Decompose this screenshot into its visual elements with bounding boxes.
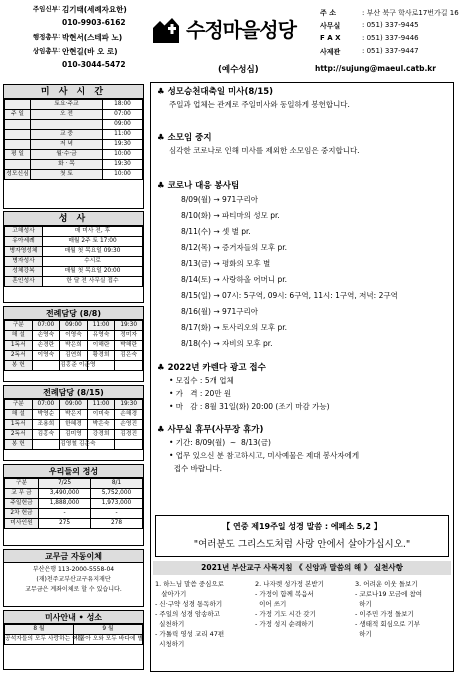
guideline-line: - 가정이 함께 복음서: [255, 590, 314, 598]
notice-line: 8/09(월) → 971구리아: [181, 195, 259, 204]
table-cell: 2독서: [5, 430, 33, 440]
table-cell: 09:00: [60, 321, 88, 331]
staff-value: 안현길(바 오 로): [62, 47, 118, 56]
table-cell: 8/1: [91, 479, 143, 489]
table-cell: 07:00: [32, 321, 60, 331]
auto-transfer-info: [4, 563, 143, 595]
mass-times-table: [4, 99, 143, 180]
table-cell: 손영숙: [32, 331, 60, 341]
guideline-line: 2. 나자렛 성가정 본받기: [255, 580, 324, 588]
notice-line: 8/16(월) → 971구리아: [181, 307, 259, 316]
table-cell: 구분: [5, 321, 33, 331]
table-row: [5, 509, 143, 519]
contact-label: 주 소: [320, 9, 336, 17]
table-row: [5, 489, 143, 499]
table-cell: 5,752,000: [91, 489, 143, 499]
table-cell: 저 녁: [31, 140, 103, 150]
table-row: [5, 140, 143, 150]
table-cell: 주일헌금: [5, 499, 39, 509]
table-cell: 1독서: [5, 420, 33, 430]
table-cell: 19:30: [103, 160, 143, 170]
guideline-column: [255, 579, 353, 629]
colon: :: [58, 32, 61, 40]
notice-section: [157, 363, 330, 413]
table-row: [5, 351, 143, 361]
mass-times-box: [3, 84, 144, 209]
table-cell: 정미자: [115, 331, 143, 341]
table-cell: [31, 120, 103, 130]
staff-label: 상임총무: [32, 47, 58, 55]
table-row: [5, 430, 143, 440]
table-cell: 07:00: [32, 400, 60, 410]
table-row: [5, 361, 143, 371]
staff-value: 박현서(스테파 노): [62, 33, 123, 42]
contact-value: : 051) 337-9446: [362, 34, 419, 42]
contact-value: : 부산 북구 학사로17번가길 16: [362, 9, 459, 17]
table-cell: 275: [39, 519, 91, 529]
table-cell: 박은숙: [87, 420, 115, 430]
table-cell: 김경진: [115, 430, 143, 440]
auto-transfer-box: [3, 549, 144, 607]
table-cell: 3,490,000: [39, 489, 91, 499]
parish-name: 수정마을성당: [186, 18, 296, 42]
guideline-line: 살아가기: [155, 590, 187, 598]
table-cell: 19:30: [115, 321, 143, 331]
sacraments-title: 성 사: [4, 212, 143, 226]
parish-url[interactable]: http://sujung@maeul.catb.kr: [315, 64, 436, 73]
table-cell: 김홍준 이준영: [60, 361, 88, 371]
notice-heading: ♣ 성모승천대축일 미사(8/15): [157, 87, 274, 97]
table-cell: 이영숙: [32, 351, 60, 361]
table-cell: 2독서: [5, 351, 33, 361]
mission-table: [4, 624, 143, 645]
table-cell: 김연희: [60, 351, 88, 361]
table-cell: 강경희: [87, 430, 115, 440]
table-row: [5, 420, 143, 430]
sacraments-box: [3, 211, 144, 303]
table-cell: 이영숙: [60, 331, 88, 341]
table-row: [5, 625, 143, 635]
table-cell: 김홍숙: [32, 430, 60, 440]
table-row: [5, 519, 143, 529]
table-cell: 김은숙: [115, 351, 143, 361]
colon: :: [58, 46, 61, 54]
table-row: [5, 247, 143, 257]
offering-title: 우리들의 정성: [4, 465, 143, 478]
table-cell: 봉 헌: [5, 361, 33, 371]
guideline-line: - 가정 성지 순례하기: [255, 620, 314, 628]
table-row: [5, 237, 143, 247]
table-cell: 병자영성체: [5, 247, 43, 257]
guideline-column: [155, 579, 253, 649]
guideline-line: - 가톨릭 영성 교리 47편: [155, 630, 225, 638]
notice-line: • 기간: 8/09(월) ~ 8/13(금): [169, 438, 271, 447]
notice-line: 8/18(수) → 자비의 모후 pr.: [181, 339, 273, 348]
table-row: [5, 277, 143, 287]
table-row: [5, 227, 143, 237]
guideline-line: 1. 하느님 말씀 중심으로: [155, 580, 224, 588]
table-row: [5, 341, 143, 351]
table-cell: 9 월: [74, 625, 143, 635]
table-cell: 해 설: [5, 410, 33, 420]
notice-heading: ♣ 소모임 중지: [157, 133, 212, 143]
notice-line: 8/17(화) → 토사리오의 모후 pr.: [181, 323, 288, 332]
table-cell: 1독서: [5, 341, 33, 351]
sacraments-table: [4, 226, 143, 287]
transfer-line: 부산은행 113-2000-5558-04: [32, 566, 115, 573]
table-cell: 09:00: [103, 120, 143, 130]
table-cell: 11:00: [103, 130, 143, 140]
bulletin-header: [0, 0, 458, 80]
table-cell: [32, 440, 60, 450]
notice-section: [157, 87, 350, 111]
scripture-motto: [155, 515, 449, 557]
contact-label: F A X: [320, 34, 341, 42]
table-cell: 19:30: [115, 400, 143, 410]
notice-line: 심각한 코로나로 인해 미사를 제외한 소모임은 중지합니다.: [169, 146, 360, 155]
table-row: [5, 160, 143, 170]
table-cell: 19:30: [103, 140, 143, 150]
table-cell: 토요·주교: [31, 100, 103, 110]
table-row: [5, 170, 143, 180]
notice-line: 8/11(수) → 셋 별 pr.: [181, 227, 251, 236]
table-cell: 박해란: [115, 341, 143, 351]
table-row: [5, 110, 143, 120]
guideline-line: 이어 쓰기: [255, 600, 287, 608]
table-cell: [5, 130, 31, 140]
table-cell: 18:00: [103, 100, 143, 110]
table-cell: 11:00: [87, 400, 115, 410]
table-cell: 매 미사 전, 후: [43, 227, 143, 237]
table-row: [5, 440, 143, 450]
table-cell: 시골아 오와 모두 바다에 별: [74, 635, 143, 645]
table-cell: [5, 140, 31, 150]
table-cell: 한 달 전 사무실 접수: [43, 277, 143, 287]
notice-heading: ♣ 사무실 휴무(사무장 휴가): [157, 425, 264, 435]
notice-line: 8/12(목) → 증거자들의 모후 pr.: [181, 243, 288, 252]
staff-label: 행정총무: [32, 33, 58, 41]
liturgy-duty-0808-table: [4, 320, 143, 371]
colon: :: [58, 4, 61, 12]
parish-subtitle: (예수성심): [218, 65, 259, 75]
table-cell: 박은지: [60, 410, 88, 420]
auto-transfer-title: 교무금 자동이체: [4, 550, 143, 563]
table-row: [5, 130, 143, 140]
table-cell: 황경희: [87, 351, 115, 361]
guideline-line: - 가정 기도 시간 갖기: [255, 610, 316, 618]
table-cell: 손해경: [115, 410, 143, 420]
guideline-line: - 이주민 가정 돌보기: [355, 610, 414, 618]
table-cell: 10:00: [103, 170, 143, 180]
table-cell: 매월 첫 목요일 20:00: [43, 267, 143, 277]
table-cell: 10:00: [103, 150, 143, 160]
guideline-line: - 신·구약 성경 통독하기: [155, 600, 223, 608]
table-cell: [5, 160, 31, 170]
table-row: [5, 331, 143, 341]
table-cell: 이해란: [87, 341, 115, 351]
contact-value: : 051) 337-9445: [362, 21, 419, 29]
table-cell: 1,973,000: [91, 499, 143, 509]
table-cell: 1,888,000: [39, 499, 91, 509]
table-cell: 손경란: [32, 341, 60, 351]
table-cell: 교 중: [31, 130, 103, 140]
guideline-line: 하기: [355, 600, 372, 608]
table-cell: 월·수·금: [31, 150, 103, 160]
offering-table: [4, 478, 143, 529]
notice-line: • 모집수 : 5개 업체: [169, 376, 234, 385]
table-cell: 7/25: [39, 479, 91, 489]
liturgy-duty-0815: [3, 385, 144, 461]
table-cell: 유아세례: [5, 237, 43, 247]
mission-box: [3, 610, 144, 670]
table-row: [5, 635, 143, 645]
transfer-line: 교무금은 계좌이체로 할 수 있습니다.: [25, 586, 122, 593]
table-cell: 2차 헌금: [5, 509, 39, 519]
guideline-line: - 주일의 성경 암송하고: [155, 610, 221, 618]
table-cell: 오 전: [31, 110, 103, 120]
table-cell: 고해성사: [5, 227, 43, 237]
table-cell: 성체강복: [5, 267, 43, 277]
table-row: [5, 499, 143, 509]
table-cell: 공석자들의 모두 사랑하는 이들: [5, 635, 74, 645]
table-cell: -: [39, 509, 91, 519]
notice-section: [157, 133, 360, 157]
table-cell: 미사인원: [5, 519, 39, 529]
liturgy-duty-0808: [3, 306, 144, 382]
table-row: [5, 267, 143, 277]
guideline-column: [355, 579, 453, 639]
table-cell: 첫 토: [31, 170, 103, 180]
guideline-line: 하기: [355, 630, 372, 638]
table-cell: 매월 첫 목요일 09:30: [43, 247, 143, 257]
notice-line: • 가 격 : 20만 원: [169, 389, 232, 398]
table-cell: -: [91, 509, 143, 519]
table-row: [5, 120, 143, 130]
table-cell: 혼인성사: [5, 277, 43, 287]
table-cell: 278: [91, 519, 143, 529]
table-cell: 구분: [5, 400, 33, 410]
table-cell: [115, 361, 143, 371]
notice-section: [157, 425, 359, 475]
table-cell: 구분: [5, 479, 39, 489]
table-cell: [32, 361, 60, 371]
table-cell: 한혜경: [60, 420, 88, 430]
notice-section: [157, 181, 398, 352]
table-cell: 성모신심: [5, 170, 31, 180]
table-cell: [5, 120, 31, 130]
notices-panel: [150, 82, 454, 672]
notice-line: • 업무 있으신 분 참고하시고, 미사예물은 제대 봉사자에게: [169, 451, 360, 460]
table-cell: 07:00: [103, 110, 143, 120]
table-cell: 병자성사: [5, 257, 43, 267]
motto-reference: 【 연중 제19주일 성경 말씀 : 에페소 5,2 】: [222, 522, 382, 531]
staff-value: 010-3044-5472: [62, 60, 126, 69]
mission-title: 미사안내 • 성소: [4, 611, 143, 624]
notice-line: 8/14(토) → 사랑하올 어머니 pr.: [181, 275, 288, 284]
diocese-guideline-title: 2021년 부산교구 사목지침 《 신앙과 말씀의 해 》 실천사항: [153, 561, 451, 575]
table-row: [5, 257, 143, 267]
motto-text: "여러분도 그리스도처럼 사랑 안에서 살아가십시오.": [193, 539, 411, 550]
table-cell: 박은희: [60, 341, 88, 351]
table-row: [5, 150, 143, 160]
guideline-line: - 생태적 회심으로 기부: [355, 620, 421, 628]
table-cell: 박영순: [32, 410, 60, 420]
notice-line: 주일과 업체는 관계로 주일미사와 동일하게 봉헌합니다.: [169, 100, 350, 109]
table-row: [5, 479, 143, 489]
table-row: [5, 400, 143, 410]
mass-times-title: 미 사 시 간: [4, 85, 143, 99]
table-cell: 교 무 금: [5, 489, 39, 499]
table-cell: 유영숙: [87, 331, 115, 341]
notice-line: 접수 바랍니다.: [169, 464, 223, 473]
notice-line: 8/10(화) → 파티마의 성모 pr.: [181, 211, 280, 220]
contact-value: : 051) 337-9447: [362, 47, 419, 55]
table-cell: 손영진: [115, 420, 143, 430]
table-cell: 8 월: [5, 625, 74, 635]
table-row: [5, 321, 143, 331]
table-cell: [5, 100, 31, 110]
table-cell: 이미숙: [87, 410, 115, 420]
staff-value: 김기태(세례자요한): [62, 5, 127, 14]
notice-line: 8/15(일) → 07시: 5구역, 09시: 6구역, 11시: 1구역, 저녁: 2구역: [181, 291, 398, 300]
table-cell: 김미영: [60, 430, 88, 440]
liturgy-duty-0815-table: [4, 399, 143, 450]
transfer-line: (재)천주교부산교구유지재단: [36, 576, 111, 583]
table-cell: 해 설: [5, 331, 33, 341]
table-cell: 김영철 김은숙: [60, 440, 88, 450]
liturgy-duty-0808-title: 전례담당 (8/8): [4, 307, 143, 320]
guideline-line: 3. 어려운 이웃 돌보기: [355, 580, 418, 588]
table-cell: 09:00: [60, 400, 88, 410]
guideline-line: 시청하기: [155, 640, 185, 648]
liturgy-duty-0815-title: 전례담당 (8/15): [4, 386, 143, 399]
table-row: [5, 100, 143, 110]
table-row: [5, 410, 143, 420]
notice-line: • 마 감 : 8월 31일(화) 20:00 (조기 마감 가능): [169, 402, 330, 411]
contact-label: 사제관: [320, 48, 341, 56]
table-cell: 화 · 목: [31, 160, 103, 170]
table-cell: 매월 2주 토 17:00: [43, 237, 143, 247]
guideline-line: - 코로나19 모금에 참여: [355, 590, 423, 598]
table-cell: 조용희: [32, 420, 60, 430]
staff-label: 주임신부: [32, 5, 58, 13]
notice-heading: ♣ 코로나 대응 봉사팀: [157, 181, 240, 191]
table-cell: 주 일: [5, 110, 31, 120]
offering-box: [3, 464, 144, 546]
contact-label: 사무실: [320, 22, 341, 30]
notice-line: 8/13(금) → 평화의 모후 별: [181, 259, 271, 268]
guideline-line: 실천하기: [155, 620, 185, 628]
table-cell: 11:00: [87, 321, 115, 331]
table-cell: 봉 헌: [5, 440, 33, 450]
table-cell: 평 일: [5, 150, 31, 160]
table-cell: 수시로: [43, 257, 143, 267]
staff-value: 010-9903-6162: [62, 18, 126, 27]
church-icon: [150, 16, 180, 44]
table-cell: [115, 440, 143, 450]
notice-heading: ♣ 2022년 카렌다 광고 접수: [157, 363, 266, 373]
